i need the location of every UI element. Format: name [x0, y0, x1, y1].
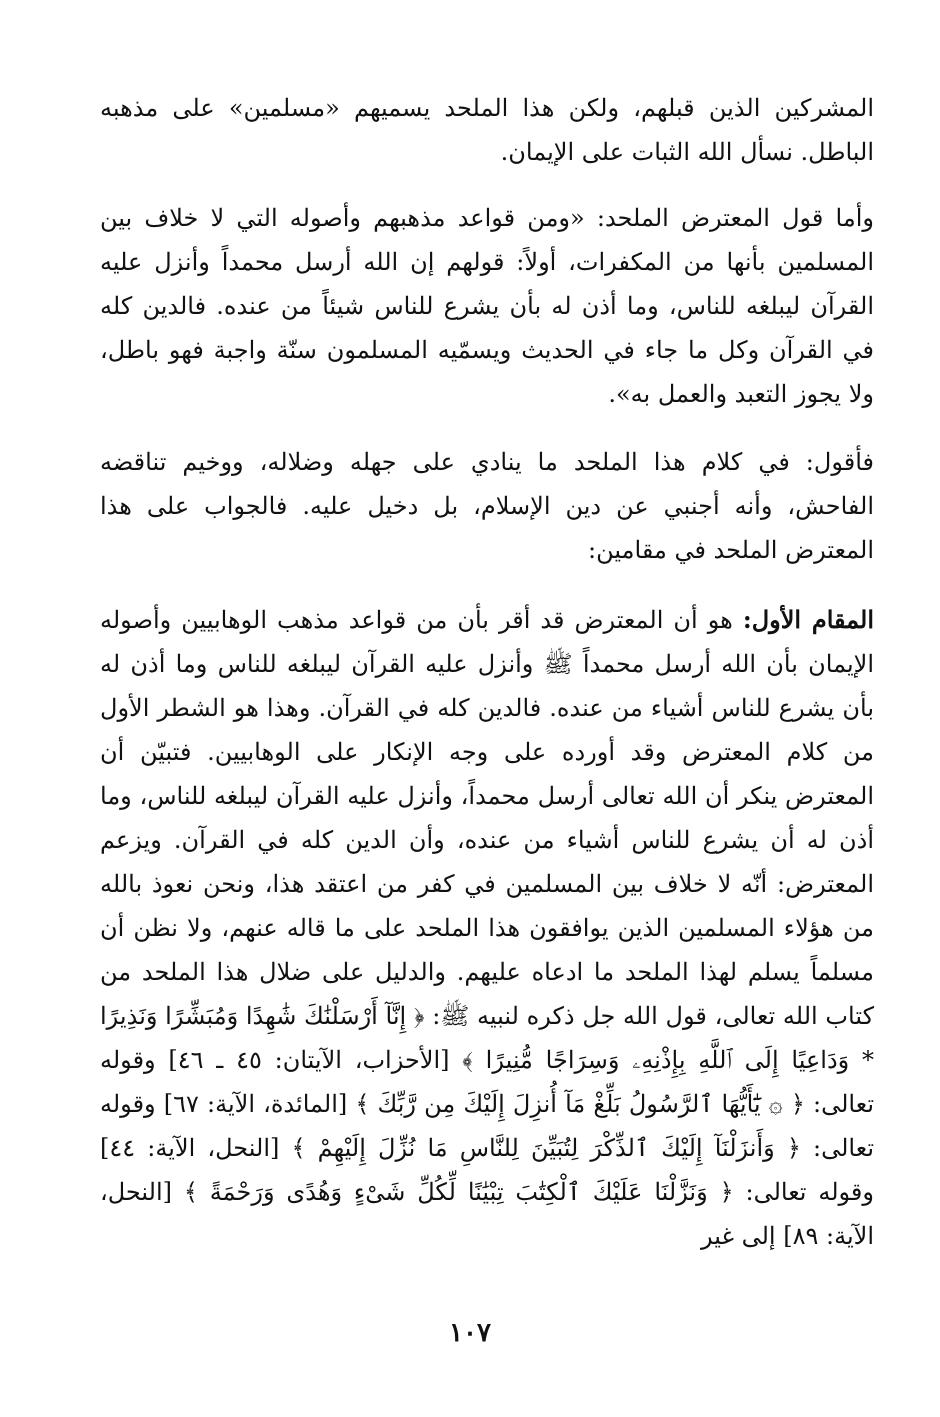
paragraph-2: وأما قول المعترض الملحد: «ومن قواعد مذهبهم وأصوله التي لا خلاف بين المسلمين بأنها من المكفرات، أولاً: قولهم إن الله أرسل محمداً وأنزل عليه القرآن ليبلغه للناس، وما أذن له بأن يشرع للناس شيئاً من عنده. فالدين كله في القرآن وكل ما جاء في الحديث ويسمّيه المسلمون سنّة واجبة فهو باطل، ولا يجوز التعبد والعمل به».: [100, 204, 875, 408]
paragraph-1: المشركين الذين قبلهم، ولكن هذا الملحد يسميهم «مسلمين» على مذهبه الباطل. نسأل الله الثبات على الإيمان.: [100, 94, 874, 166]
document-page: [100, 86, 874, 1258]
section-paragraph: [100, 598, 874, 1258]
section-body: هو أن المعترض قد أقر بأن من قواعد مذهب الوهابيين وأصوله الإيمان بأن الله أرسل محمداً ﷺ وأنزل عليه القرآن ليبلغه للناس وما أذن له بأن يشرع للناس أشياء من عنده. فالدين كله في القرآن. وهذا هو الشطر الأول من كلام المعترض وقد أورده على وجه الإنكار على الوهابيين. فتبيّن أن المعترض ينكر أن الله تعالى أرسل محمداً، وأنزل عليه القرآن ليبلغه للناس، وما أذن له أن يشرع للناس أشياء من عنده، وأن الدين كله في القرآن. ويزعم المعترض: أنّه لا خلاف بين المسلمين في كفر من اعتقد هذا، ونحن نعوذ بالله من هؤلاء المسلمين الذين يوافقون هذا الملحد على ما قاله عنهم، ولا نظن أن مسلماً يسلم لهذا الملحد ما ادعاه عليهم. والدليل على ضلال هذا الملحد من كتاب الله تعالى، قول الله جل ذكره لنبيه ﷺ: ﴿ إِنَّآ أَرْسَلْنَٰكَ شَٰهِدًا وَمُبَشِّرًا وَنَذِيرًا * وَدَاعِيًا إِلَى ٱللَّهِ بِإِذْنِهِۦ وَسِرَاجًا مُّنِيرًا ﴾ [الأحزاب، الآيتان: ٤٥ ـ ٤٦] وقوله تعالى: ﴿ ۞ يَٰٓأَيُّهَا ٱلرَّسُولُ بَلِّغْ مَآ أُنزِلَ إِلَيْكَ مِن رَّبِّكَ ﴾ [المائدة، الآية: ٦٧] وقوله تعالى: ﴿ وَأَنزَلْنَآ إِلَيْكَ ٱلذِّكْرَ لِتُبَيِّنَ لِلنَّاسِ مَا نُزِّلَ إِلَيْهِمْ ﴾ [النحل، الآية: ٤٤] وقوله تعالى: ﴿ وَنَزَّلْنَا عَلَيْكَ ٱلْكِتَٰبَ تِبْيَٰنًا لِّكُلِّ شَىْءٍ وَهُدًى وَرَحْمَةً ﴾ [النحل، الآية: ٨٩] إلى غير: [100, 606, 875, 1250]
page-number: ١٠٧: [449, 1318, 491, 1348]
section-heading: المقام الأول:: [742, 605, 874, 634]
paragraph-3: فأقول: في كلام هذا الملحد ما ينادي على جهله وضلاله، ووخيم تناقضه الفاحش، وأنه أجنبي عن دين الإسلام، بل دخيل عليه. فالجواب على هذا المعترض الملحد في مقامين:: [100, 448, 874, 564]
